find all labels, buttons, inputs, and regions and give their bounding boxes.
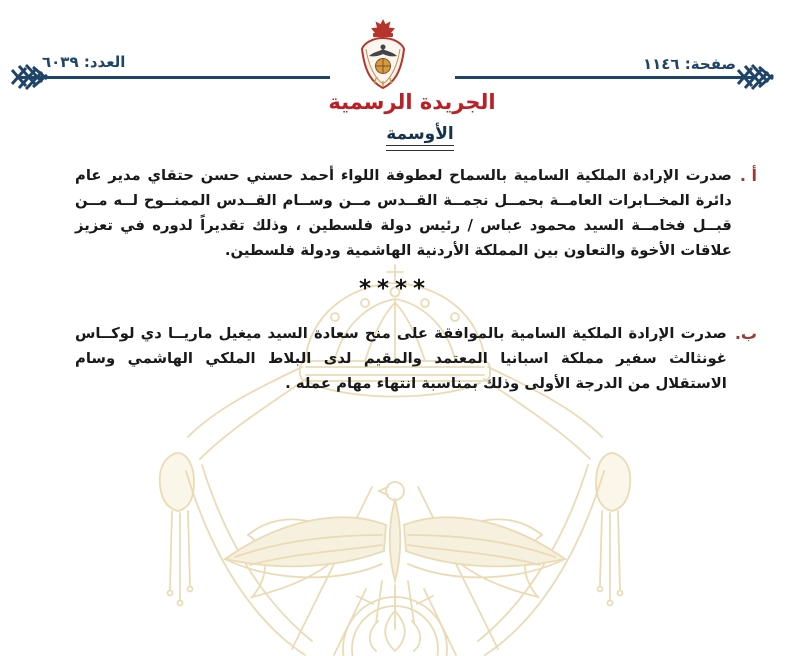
section-heading: الأوسمة (386, 124, 454, 144)
gazette-title: الجريدة الرسمية (328, 90, 496, 114)
woven-knot-icon (736, 63, 776, 91)
coat-of-arms-icon (352, 16, 414, 92)
decree-item-b (75, 321, 757, 396)
woven-knot-icon (9, 63, 49, 91)
issue-number-label: العدد: ٦٠٣٩ (42, 53, 126, 71)
item-b-marker: ب. (734, 324, 757, 343)
section-heading-wrap (0, 124, 800, 151)
header-rule-right (455, 76, 755, 79)
watermark-coat-of-arms-icon (120, 258, 680, 656)
item-b-text: صدرت الإرادة الملكية السامية بالموافقة على منح سعادة السيد ميغيل ماريــا دي لوكــاس غونثالث سفير مملكة اسبانيا المعتمد والمقيم لدى البلاط الملكي الهاشمي وسام الاستقلال من الدرجة الأولى وذلك بمناسبة انتهاء مهام عمله . (75, 325, 727, 392)
decree-item-a (75, 163, 757, 263)
page-number-label: صفحة: ١١٤٦ (642, 55, 736, 73)
stars-separator: **** (358, 276, 432, 302)
item-a-marker: أ . (739, 166, 757, 185)
header-rule-left (16, 76, 330, 79)
item-a-text: صدرت الإرادة الملكية السامية بالسماح لعطوفة اللواء أحمد حسني حسن حتقاي مدير عام دائرة المخــابرات العامــة بحمــل نجمــة القــدس مــن وســام القــدس الممنــوح لــه مــن قبــل فخامــة السيد محمود عباس / رئيس دولة فلسطين ، وذلك تقديراً لدوره في تعزيز علاقات الأخوة والتعاون بين المملكة الأردنية الهاشمية ودولة فلسطين. (75, 167, 732, 259)
